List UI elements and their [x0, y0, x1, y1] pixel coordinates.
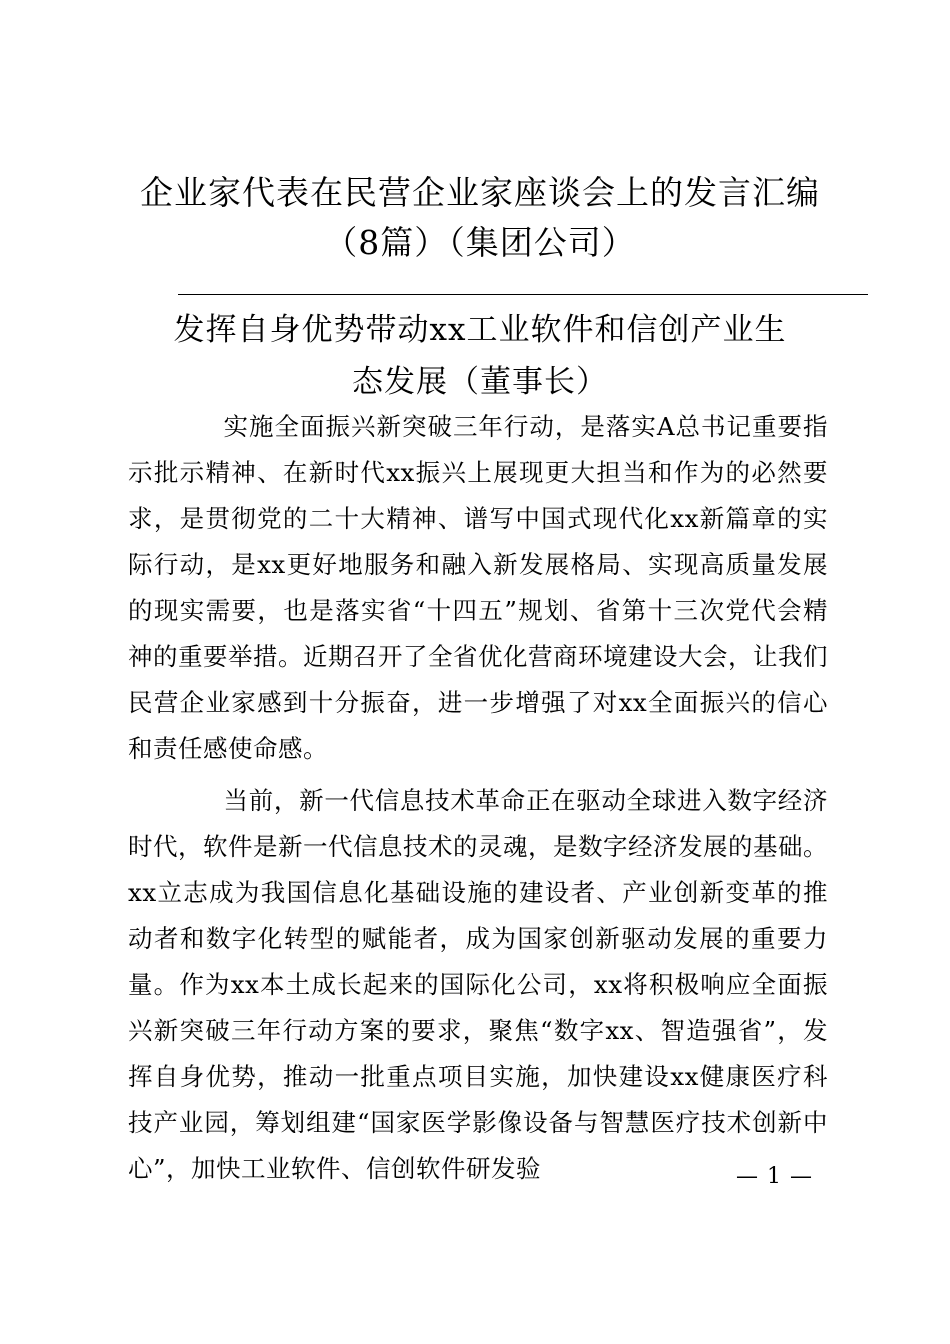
document-title-line1: 企业家代表在民营企业家座谈会上的发言汇编	[140, 173, 820, 212]
paragraph-2: 当前，新一代信息技术革命正在驱动全球进入数字经济时代，软件是新一代信息技术的灵魂，是数字经济发展的基础。xx立志成为我国信息化基础设施的建设者、产业创新变革的推动者和数字化转型的赋能者，成为国家创新驱动发展的重要力量。作为xx本土成长起来的国际化公司，xx将积极响应全面振兴新突破三年行动方案的要求，聚焦“数字xx、智造强省”，发挥自身优势，推动一批重点项目实施，加快建设xx健康医疗科技产业园，筹划组建“国家医学影像设备与智慧医疗技术创新中心”，加快工业软件、信创软件研发验	[128, 786, 828, 1183]
body-text	[128, 404, 828, 1198]
section-title-line2: 态发展（董事长）	[352, 364, 608, 400]
section-title-line1: 发挥自身优势带动xx工业软件和信创产业生	[173, 312, 787, 348]
document-title	[110, 168, 850, 268]
document-title-line2: （8篇）（集团公司）	[324, 223, 636, 262]
title-divider	[178, 294, 868, 295]
page-number: — 1 —	[736, 1164, 813, 1189]
section-title	[110, 304, 850, 408]
paragraph-1: 实施全面振兴新突破三年行动，是落实A总书记重要指示批示精神、在新时代xx振兴上展现更大担当和作为的必然要求，是贯彻党的二十大精神、谱写中国式现代化xx新篇章的实际行动，是xx更好地服务和融入新发展格局、实现高质量发展的现实需要，也是落实省“十四五”规划、省第十三次党代会精神的重要举措。近期召开了全省优化营商环境建设大会，让我们民营企业家感到十分振奋，进一步增强了对xx全面振兴的信心和责任感使命感。	[128, 412, 828, 763]
